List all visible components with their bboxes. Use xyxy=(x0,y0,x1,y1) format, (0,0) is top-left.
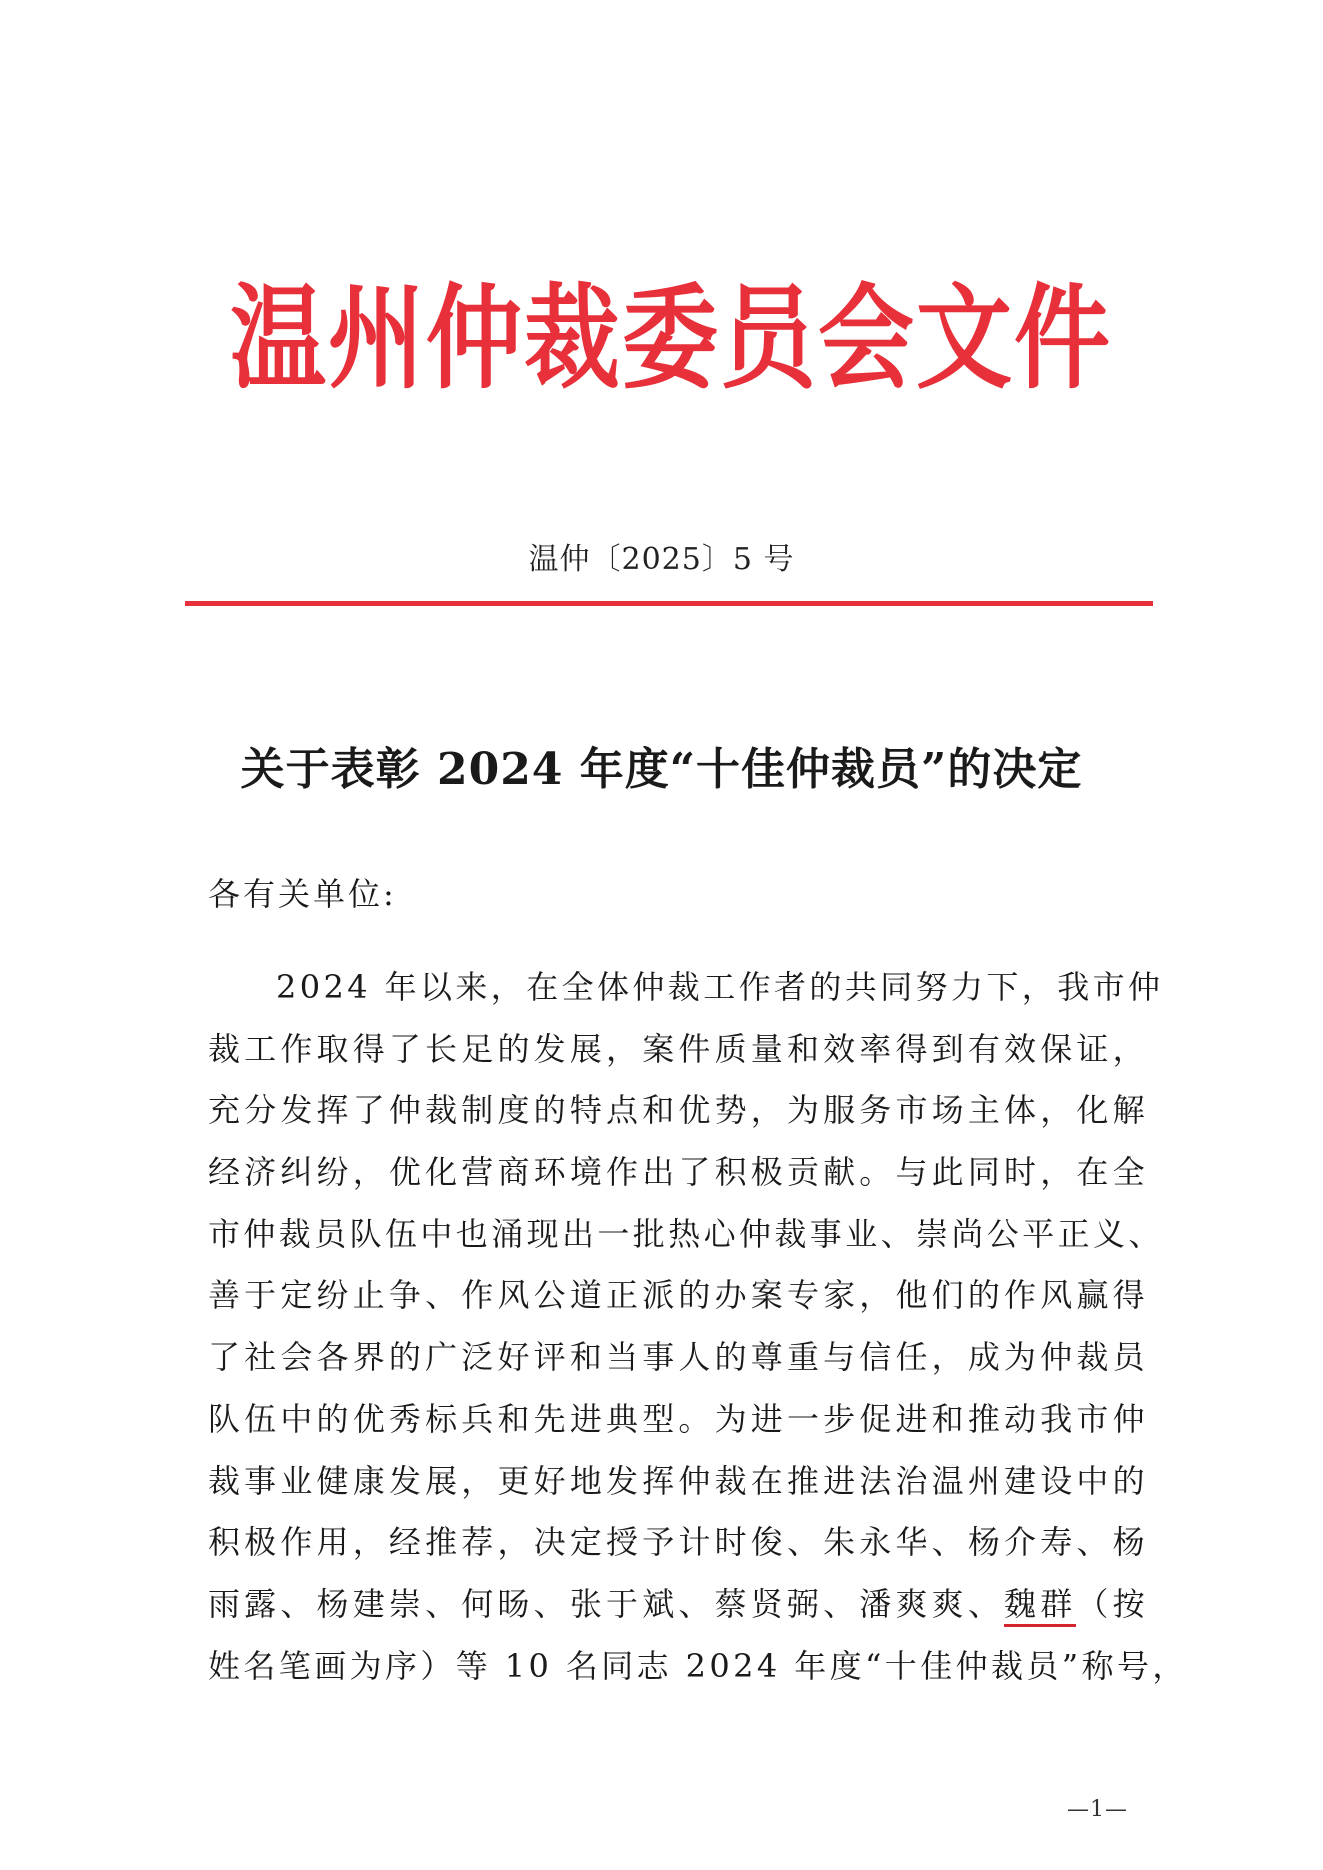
document-number: 温仲〔2025〕5 号 xyxy=(528,542,795,577)
body-line-11 xyxy=(208,1582,1148,1644)
body-line-2: 裁工作取得了长足的发展，案件质量和效率得到有效保证， xyxy=(208,1029,1148,1068)
body-line-3: 充分发挥了仲裁制度的特点和优势，为服务市场主体，化解 xyxy=(208,1091,1148,1130)
body-line-5: 市仲裁员队伍中也涌现出一批热心仲裁事业、崇尚公平正义、 xyxy=(208,1214,1164,1253)
body-line-9: 裁事业健康发展，更好地发挥仲裁在推进法治温州建设中的 xyxy=(208,1461,1148,1500)
body-line-12: 姓名笔画为序）等 10 名同志 2024 年度“十佳仲裁员”称号， xyxy=(208,1646,1188,1685)
body-line-10: 积极作用，经推荐，决定授予计时俊、朱永华、杨介寿、杨 xyxy=(208,1523,1148,1562)
body-line-11-end: （按 xyxy=(1076,1584,1148,1623)
body-line-6: 善于定纷止争、作风公道正派的办案专家，他们的作风赢得 xyxy=(208,1276,1148,1315)
body-line-11-start: 雨露、杨建崇、何旸、张于斌、蔡贤弼、潘爽爽、 xyxy=(208,1584,1005,1623)
body-line-4: 经济纠纷，优化营商环境作出了积极贡献。与此同时，在全 xyxy=(208,1153,1148,1192)
body-line-1: 2024 年以来，在全体仲裁工作者的共同努力下，我市仲 xyxy=(276,968,1164,1006)
body-paragraph xyxy=(208,965,1188,1705)
red-divider-rule xyxy=(185,601,1153,606)
body-line-7: 了社会各界的广泛好评和当事人的尊重与信任，成为仲裁员 xyxy=(208,1338,1148,1377)
document-title: 关于表彰 2024 年度“十佳仲裁员”的决定 xyxy=(240,744,1083,795)
masthead-title: 温州仲裁委员会文件 xyxy=(230,272,1112,405)
underlined-name: 魏群 xyxy=(1004,1585,1076,1627)
salutation: 各有关单位: xyxy=(208,875,397,913)
page-number: —1— xyxy=(1067,1797,1128,1822)
body-line-8: 队伍中的优秀标兵和先进典型。为进一步促进和推动我市仲 xyxy=(208,1399,1148,1438)
